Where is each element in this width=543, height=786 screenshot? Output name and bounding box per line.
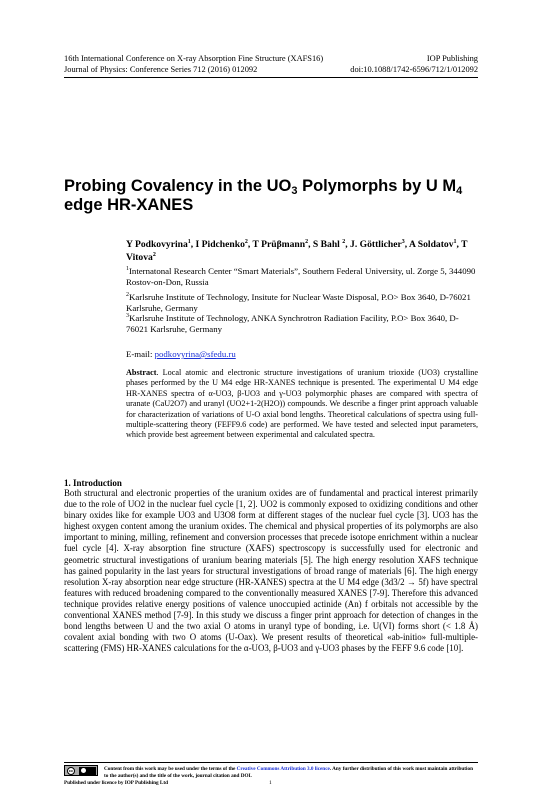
abstract: [126, 368, 478, 441]
publisher-name: IOP Publishing: [426, 54, 478, 63]
affiliation-3: [126, 313, 478, 335]
title-text-2: Polymorphs by U M: [297, 177, 457, 195]
by-logo-icon: [79, 767, 96, 775]
author: , J. Göttlicher: [345, 239, 402, 250]
email-label: E-mail:: [126, 349, 155, 359]
author-affil-mark: 2: [305, 239, 309, 245]
publisher-licence: Published under licence by IOP Publishing Ltd: [64, 780, 168, 786]
affiliation-2: [126, 292, 478, 314]
licence-text-2: . Any further distribution of this work must maintain attribution to the author(s) and the title of the work, journal citation and DOI.: [104, 766, 473, 779]
author: , S Bahl: [308, 239, 343, 250]
affiliation-number: 3: [126, 313, 129, 319]
title-text-1: Probing Covalency in the UO: [64, 177, 292, 195]
section-heading: 1. Introduction: [64, 478, 122, 488]
cc-by-badge-icon: [64, 765, 98, 776]
title-sub-2: 4: [456, 185, 463, 197]
paper-title: [64, 177, 478, 215]
running-header-line1: [64, 54, 478, 64]
affiliation-text: Karlsruhe Institute of Technology, Insitute for Nuclear Waste Disposal, P.O> Box 3640, D-76021 Karlsruhe, Germany: [126, 292, 471, 313]
licence-link[interactable]: Creative Commons Attribution 3.0 licence: [236, 766, 330, 772]
abstract-text: . Local atomic and electronic structure investigations of uranium trioxide (UO3) crystalline phases performed by the U M4 edge HR-XANES technique is presented. The experimental U M4 edge HR-XANES spectra of α-UO3, β-UO3 and γ-UO3 polymorphic phases are compared with spectra of uranate (CaU2O7) and uranyl (UO2+1-2(H2O)) compounds. We describe a finger print approach valuable for characterization of variations of U-O axial bond lengths. Theoretical calculations of spectra using full-multiple-scattering theory (FEFF9.6 code) are performed. We have tested and selected input parameters, which provide best agreement between experimental and calculated spectra.: [126, 368, 478, 440]
affiliation-1: [126, 266, 478, 288]
title-text-3: edge HR-XANES: [64, 196, 194, 214]
author: , I Pidchenko: [190, 239, 245, 250]
footer-divider: [64, 762, 478, 763]
affiliation-number: 1: [126, 266, 129, 272]
affiliation-text: Internatonal Research Center “Smart Materials”, Southern Federal University, ul. Zorge 5, 344090 Rostov-on-Don, Russia: [126, 266, 476, 287]
email-link[interactable]: podkovyrina@sfedu.ru: [154, 349, 236, 359]
author-affil-mark: 3: [401, 239, 405, 245]
doi: doi:10.1088/1742-6596/712/1/012092: [350, 65, 478, 74]
author: , T Vitova: [126, 239, 468, 263]
journal-citation: Journal of Physics: Conference Series 712 (2016) 012092: [64, 65, 258, 74]
affiliation-text: Karlsruhe Institute of Technology, ANKA Synchrotron Radiation Facility, P.O> Box 3640, D-76021 Karlsruhe, Germany: [126, 313, 459, 334]
author-affil-mark: 1: [187, 239, 191, 245]
licence-text-1: Content from this work may be used under the terms of the: [104, 766, 237, 772]
author: , T Prüβmann: [247, 239, 306, 250]
author-affil-mark: 2: [342, 239, 346, 245]
introduction-text: Both structural and electronic properties of the uranium oxides are of fundamental and practical interest primarily due to the role of UO2 in the nuclear fuel cycle [1, 2]. UO2 is commonly exposed to oxidizing conditions and other binary oxides like for example UO3 and U3O8 form at different stages of the nuclear fuel cycle [3]. UO3 has the highest oxygen content among the uranium oxides. The chemical and physical properties of its polymorphs are also important to mining, milling, refinement and conversion processes that precede isotope enrichment within a nuclear fuel cycle [4]. X-ray absorption fine structure (XAFS) spectroscopy is successfully used for electronic and geometric structural investigations of uranium bearing materials [5]. The high energy resolution XAFS technique has gained popularity in the last years for structural investigations of broad range of materials [6]. The high energy resolution X-ray absorption near edge structure (HR-XANES) spectra at the U M4 edge (3d3/2 → 5f) have spectral features with reduced broadening compared to the conventionally measured XANES [7-9]. Therefore this advanced technique provides relative energy positions of valence unoccupied actinide (An) f orbitals not accessible by the conventional XANES method [7-9]. In this study we discuss a finger print approach for detection of changes in the bond lengths between U and the two axial O atoms in uranyl type of bonding, i.e. U(VI) forms short (< 1.8 Å) covalent axial bonding with two O atoms (U-Oax). We present results of theoretical «ab-initio» full-multiple-scattering (FMS) HR-XANES calculations for the α-UO3, β-UO3 and γ-UO3 phases by the FEFF 9.6 code [10].: [64, 488, 478, 654]
running-header-line2: [64, 65, 478, 75]
author-affil-mark: 1: [453, 239, 457, 245]
contact-email: [126, 349, 478, 360]
header-divider: [64, 77, 478, 78]
title-sub-1: 3: [291, 185, 298, 197]
page-number: 1: [269, 780, 272, 786]
abstract-label: Abstract: [126, 368, 157, 377]
author-affil-mark: 2: [244, 239, 248, 245]
affiliation-number: 2: [126, 292, 129, 298]
author-affil-mark: 2: [152, 252, 156, 258]
cc-logo-icon: cc: [68, 768, 74, 773]
author: Y Podkovyrina: [126, 239, 188, 250]
author-list: [126, 238, 478, 264]
conference-name: 16th International Conference on X-ray Absorption Fine Structure (XAFS16): [64, 54, 324, 63]
author: , A Soldatov: [404, 239, 454, 250]
